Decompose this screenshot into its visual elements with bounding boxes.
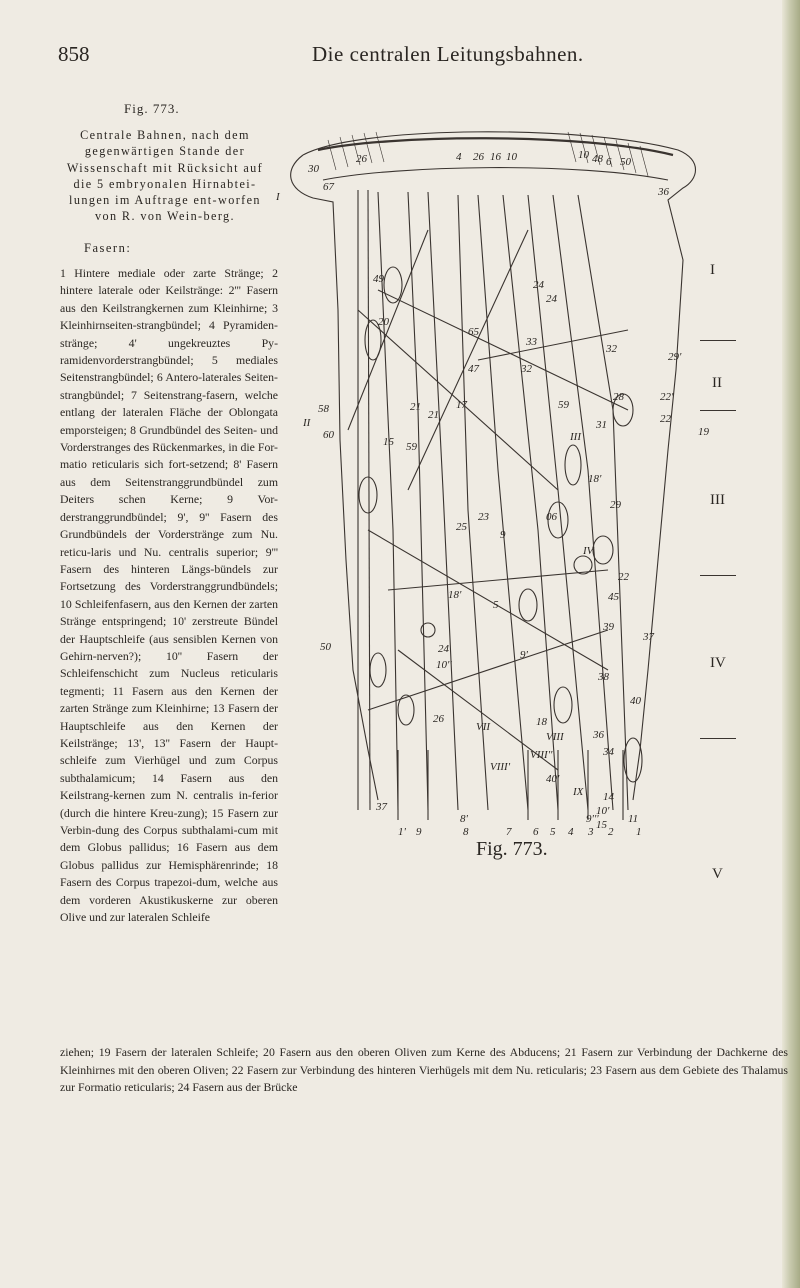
fig-label-65: 65 <box>468 326 479 338</box>
fig-label-20: 20 <box>378 316 389 328</box>
fig-label-38: 38 <box>598 671 609 683</box>
segment-divider <box>700 738 736 739</box>
fig-label-50b: 50 <box>320 641 331 653</box>
fig-label-I: I <box>276 191 280 203</box>
fig-label-25: 25 <box>456 521 467 533</box>
fig-label-8p: 8' <box>460 813 468 825</box>
fig-label-59a: 59 <box>558 399 569 411</box>
segment-divider <box>700 410 736 411</box>
fig-label-9ppp: 9''' <box>586 813 599 825</box>
segment-label-I: I <box>710 262 715 278</box>
figure-label-bottom: Fig. 773. <box>476 838 548 860</box>
page-number: 858 <box>58 42 90 66</box>
fig-label-VIIIpp: VIII'' <box>530 749 553 761</box>
fig-label-32b: 32 <box>521 363 532 375</box>
fig-label-18p: 18' <box>588 473 602 485</box>
fig-label-10a: 10 <box>506 151 517 163</box>
fig-label-14: 14 <box>603 791 614 803</box>
fig-label-21a: 21 <box>410 401 421 413</box>
fig-label-III: III <box>570 431 581 443</box>
fig-label-10p: 10' <box>596 805 610 817</box>
fig-label-4p: 1' <box>398 826 406 838</box>
segment-divider <box>700 575 736 576</box>
fig-label-8: 8 <box>463 826 469 838</box>
segment-label-IV: IV <box>710 655 726 671</box>
fig-label-9: 9 <box>500 529 506 541</box>
figure-caption: Centrale Bahnen, nach dem gegenwärtigen Stande der Wissenschaft mit Rücksicht auf die 5 embryonalen Hirnabtei-lungen im Auftrage ent-worfen von R. von Wein-berg. <box>66 128 264 224</box>
fig-label-47: 47 <box>468 363 479 375</box>
fig-label-16: 16 <box>490 151 501 163</box>
fig-label-11: 11 <box>628 813 639 825</box>
fig-label-22b: 22 <box>618 571 629 583</box>
fig-label-9b: 9 <box>416 826 422 838</box>
fig-label-23: 23 <box>478 511 489 523</box>
fig-label-39: 39 <box>603 621 614 633</box>
fig-label-6: 6 <box>606 156 612 168</box>
fig-label-33: 33 <box>526 336 537 348</box>
fig-label-58: 58 <box>318 403 329 415</box>
segment-label-III: III <box>710 492 725 508</box>
fig-label-5: 5 <box>493 599 499 611</box>
fig-label-17: 17 <box>456 399 467 411</box>
legend-column-text: 1 Hintere mediale oder zarte Stränge; 2 hintere laterale oder Keilstränge: 2''' Fasern aus den Keilstrangkernen zum Kleinhirne; 3 Kleinhirnseiten-strangbündel; 4 Pyramiden-stränge; 4' ungekreuztes Py-ramidenvorderstrangbündel; 5 mediales Seitenstrangbündel; 6 Antero-laterales Seiten-strangbündel; 7 Seitenstrang-fasern, welche entlang der lateralen Fläche der Oblongata emporsteigen; 8 Grundbündel des Seiten- und Vorderstranges des Rückenmarkes, in die For-matio reticularis sich fort-setzend; 8' Fasern aus dem Seitenstranggrundbündel zum Deiters schen Kerne; 9 Vor-derstranggrundbündel; 9', 9'' Fasern des Grundbündels der Vorderstränge zum Nu. reticu-laris und Nu. centralis superior; 9''' Fasern des hinteren Längs-bündels zur Fortsetzung des Vorderstranggrundbündels; 10 Schleifenfasern, aus den Kernen der zarten Stränge entspringend; 10' zerstreute Bündel der Hauptschleife (aus sensiblen Kernen von Gehirn-nerven?); 10'' Fasern der Schleifenschicht zum Nucleus reticularis tegmenti; 11 Fasern aus den Kernen der zarten Stränge zum Kleinhirne; 13 Fasern der Hauptschleife aus den Kernen der Keilstränge; 13', 13'' Fasern der Haupt-schleife zum Vierhügel und zum Corpus subthalamicum; 14 Fasern aus den Keilstrang-kernen zum N. centralis in-ferior (durch die hintere Kreu-zung); 15 Fasern zur Verbin-dung des Corpus subthalami-cum mit dem Globus pallidus; 16 Fasern aus dem Globus pallidus zur Hemisphärenrinde; 18 Fasern des Corpus trapezoi-dum, welche aus dem vorderen Akustikuskerne zur oberen Olive und zur lateralen Schleife <box>60 266 278 925</box>
fasern-heading: Fasern: <box>84 241 132 255</box>
fig-label-18pb: 18' <box>448 589 462 601</box>
fig-label-1: 1 <box>636 826 642 838</box>
fig-label-4b: 4 <box>568 826 574 838</box>
fig-label-9p: 9' <box>520 649 528 661</box>
fig-label-21b: 21 <box>428 409 439 421</box>
fig-label-36b: 36 <box>593 729 604 741</box>
fig-label-45: 45 <box>608 591 619 603</box>
fig-label-67: 67 <box>323 181 334 193</box>
fig-label-10b: 10 <box>578 149 589 161</box>
fig-label-26b: 26 <box>473 151 484 163</box>
fig-label-15: 15 <box>383 436 394 448</box>
fig-label-3: 3 <box>588 826 594 838</box>
fig-label-40p: 40' <box>546 773 560 785</box>
fig-label-48: 48 <box>592 153 603 165</box>
figure-label-top: Fig. 773. <box>124 101 180 116</box>
fig-label-13: 15 <box>596 819 607 831</box>
fig-label-2: 2 <box>608 826 614 838</box>
anatomical-figure <box>228 110 733 840</box>
running-head: Die centralen Leitungsbahnen. <box>312 42 584 66</box>
fig-label-IV: IV <box>583 545 594 557</box>
fig-label-59b: 59 <box>406 441 417 453</box>
segment-label-II: II <box>712 375 722 391</box>
fig-label-26a: 26 <box>356 153 367 165</box>
fig-label-28: 28 <box>613 391 624 403</box>
fig-label-34: 34 <box>603 746 614 758</box>
fig-label-18: 18 <box>536 716 547 728</box>
fig-label-22p: 22' <box>660 391 674 403</box>
fig-label-29p: 29' <box>668 351 682 363</box>
fig-label-7: 7 <box>506 826 512 838</box>
fig-label-10pp: 10'' <box>436 659 452 671</box>
fig-label-VIIIp: VIII' <box>490 761 511 773</box>
fig-label-22: 22 <box>660 413 671 425</box>
fig-label-50: 50 <box>620 156 631 168</box>
fig-label-37b: 37 <box>376 801 387 813</box>
fig-label-49: 49 <box>373 273 384 285</box>
fig-label-36: 36 <box>658 186 669 198</box>
anatomical-drawing <box>228 110 733 840</box>
fig-label-32a: 32 <box>606 343 617 355</box>
fig-label-6b: 6 <box>533 826 539 838</box>
fig-label-VIII: VIII <box>546 731 564 743</box>
fig-label-VII: VII <box>476 721 491 733</box>
fig-label-II: II <box>303 417 311 429</box>
fig-label-60: 60 <box>323 429 334 441</box>
fig-label-19: 19 <box>698 426 709 438</box>
legend-wide-text: ziehen; 19 Fasern der lateralen Schleife; 20 Fasern aus den oberen Oliven zum Kerne des Abducens; 21 Fasern zur Verbindung der Dachkerne des Kleinhirnes mit den oberen Oliven; 22 Fasern zur Verbindung des hinteren Vierhügels mit dem Nu. reticularis; 23 Fasern aus dem Gebiete des Thalamus zur Formatio reticularis; 24 Fasern aus der Brücke <box>60 1045 788 1095</box>
fig-label-30: 30 <box>308 163 319 175</box>
fig-label-IX: IX <box>573 786 584 798</box>
fig-label-24b: 24 <box>546 293 557 305</box>
fig-label-26c: 26 <box>433 713 444 725</box>
segment-label-V: V <box>712 866 723 882</box>
segment-divider <box>700 340 736 341</box>
fig-label-29: 29 <box>610 499 621 511</box>
fig-label-24a: 24 <box>533 279 544 291</box>
fig-label-5b: 5 <box>550 826 556 838</box>
fig-label-37: 37 <box>643 631 654 643</box>
fig-label-4: 4 <box>456 151 462 163</box>
fig-label-24c: 24 <box>438 643 449 655</box>
fig-label-40: 40 <box>630 695 641 707</box>
fig-label-31: 31 <box>596 419 607 431</box>
fig-label-06: 06 <box>546 511 557 523</box>
